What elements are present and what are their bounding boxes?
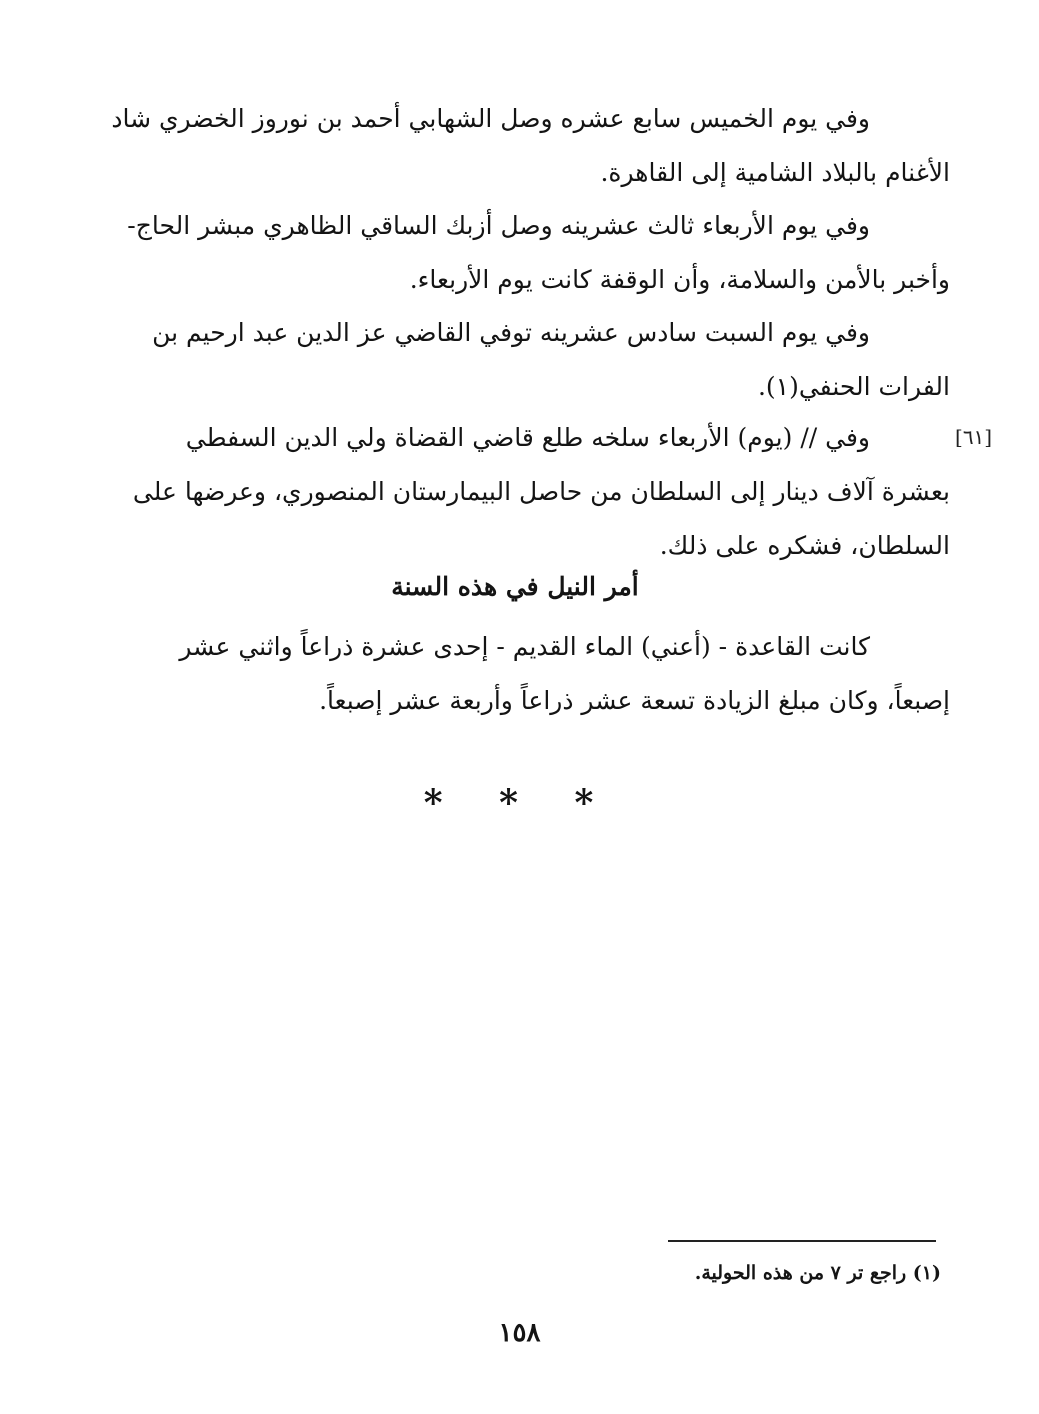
footnote-rule: [668, 1240, 936, 1242]
nile-paragraph: [80, 620, 950, 728]
paragraph-line: وفي يوم الخميس سابع عشره وصل الشهابي أحمد بن نوروز الخضري شاد: [111, 104, 870, 133]
paragraph-line: السلطان، فشكره على ذلك.: [659, 531, 950, 560]
margin-reference: [٦١]: [955, 425, 993, 449]
section-separator: * * *: [423, 782, 616, 824]
paragraph-line: كانت القاعدة - (أعني) الماء القديم - إحدى عشرة ذراعاً واثني عشر: [179, 632, 870, 661]
footnote: (١) راجع تر ٧ من هذه الحولية.: [694, 1262, 941, 1284]
section-heading: أمر النيل في هذه السنة: [391, 572, 639, 601]
paragraph-line: وفي يوم السبت سادس عشرينه توفي القاضي عز الدين عبد ارحيم بن: [152, 318, 870, 347]
paragraph-line: بعشرة آلاف دينار إلى السلطان من حاصل البيمارستان المنصوري، وعرضها على: [132, 477, 950, 506]
paragraph-line: الأغنام بالبلاد الشامية إلى القاهرة.: [600, 158, 950, 187]
paragraph-line: وأخبر بالأمن والسلامة، وأن الوقفة كانت يوم الأربعاء.: [409, 265, 950, 294]
paragraph-2: [80, 199, 950, 307]
paragraph-line: وفي // (يوم) الأربعاء سلخه طلع قاضي القضاة ولي الدين السفطي: [185, 423, 870, 452]
paragraph-1: [80, 92, 950, 200]
paragraph-line: الفرات الحنفي(١).: [757, 372, 950, 401]
paragraph-4: [80, 411, 950, 573]
paragraph-line: وفي يوم الأربعاء ثالث عشرينه وصل أزبك الساقي الظاهري مبشر الحاج-: [127, 211, 870, 240]
paragraph-line: إصبعاً، وكان مبلغ الزيادة تسعة عشر ذراعاً وأربعة عشر إصبعاً.: [319, 686, 950, 715]
paragraph-3: [80, 306, 950, 414]
page-number: ١٥٨: [498, 1318, 541, 1348]
